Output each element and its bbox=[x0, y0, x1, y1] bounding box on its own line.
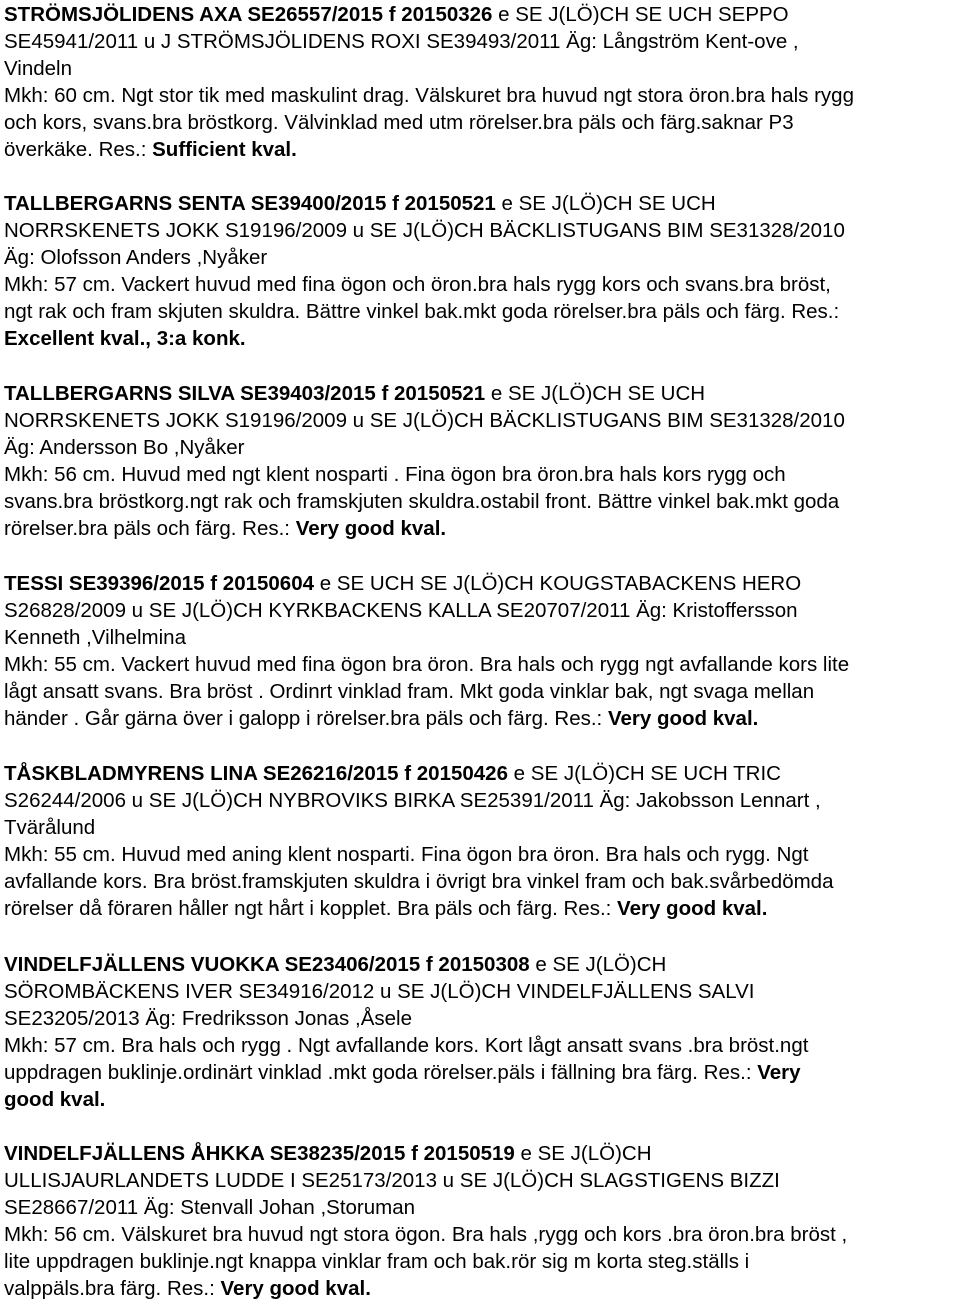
owner-text: Vindeln bbox=[4, 57, 73, 80]
entry-line bbox=[4, 1140, 847, 1167]
entry-line bbox=[4, 298, 845, 325]
owner-text: Äg: Olofsson Anders ,Nyåker bbox=[4, 246, 268, 269]
entry-line bbox=[4, 1032, 808, 1059]
owner-text: Äg: Andersson Bo ,Nyåker bbox=[4, 436, 245, 459]
critique-text: avfallande kors. Bra bröst.framskjuten skuldra i övrigt bra vinkel fram och bak.svårbedömda bbox=[4, 870, 834, 893]
pedigree-text: NORRSKENETS JOKK S19196/2009 u SE J(LÖ)CH BÄCKLISTUGANS BIM SE31328/2010 bbox=[4, 409, 845, 432]
result-text: Very good kval. bbox=[220, 1277, 371, 1300]
entry-line bbox=[4, 951, 808, 978]
pedigree-text: SE45941/2011 u J STRÖMSJÖLIDENS ROXI SE39493/2011 Äg: Långström Kent-ove , bbox=[4, 30, 799, 53]
pedigree-text: e SE J(LÖ)CH SE UCH bbox=[495, 192, 716, 215]
pedigree-text: SÖROMBÄCKENS IVER SE34916/2012 u SE J(LÖ)CH VINDELFJÄLLENS SALVI bbox=[4, 980, 755, 1003]
entry-line bbox=[4, 82, 854, 109]
entry-heading: TÅSKBLADMYRENS LINA SE26216/2015 f 20150426 bbox=[4, 762, 508, 785]
critique-text: rörelser då föraren håller ngt hårt i kopplet. Bra päls och färg. Res.: bbox=[4, 897, 618, 920]
critique-text: Mkh: 56 cm. Huvud med ngt klent nosparti . Fina ögon bra öron.bra hals kors rygg och bbox=[4, 463, 786, 486]
critique-text: händer . Går gärna över i galopp i rörelser.bra päls och färg. Res.: bbox=[4, 707, 608, 730]
dog-entry bbox=[4, 380, 845, 542]
pedigree-text: ULLISJAURLANDETS LUDDE I SE25173/2013 u SE J(LÖ)CH SLAGSTIGENS BIZZI bbox=[4, 1169, 780, 1192]
owner-text: Kenneth ,Vilhelmina bbox=[4, 626, 186, 649]
result-text: Sufficient kval. bbox=[152, 138, 297, 161]
dog-entry bbox=[4, 1140, 847, 1302]
pedigree-text: e SE UCH SE J(LÖ)CH KOUGSTABACKENS HERO bbox=[314, 572, 802, 595]
critique-text: valppäls.bra färg. Res.: bbox=[4, 1277, 221, 1300]
pedigree-text: e SE J(LÖ)CH bbox=[514, 1142, 652, 1165]
entry-line bbox=[4, 597, 849, 624]
entry-line bbox=[4, 1248, 847, 1275]
entry-heading: STRÖMSJÖLIDENS AXA SE26557/2015 f 20150326 bbox=[4, 3, 493, 26]
entry-line bbox=[4, 841, 833, 868]
result-text: Excellent kval., 3:a konk. bbox=[4, 327, 246, 350]
entry-line bbox=[4, 325, 845, 352]
entry-line bbox=[4, 1167, 847, 1194]
entry-line bbox=[4, 705, 849, 732]
entry-heading: TALLBERGARNS SILVA SE39403/2015 f 20150521 bbox=[4, 382, 486, 405]
critique-text: uppdragen buklinje.ordinärt vinklad .mkt goda rörelser.päls i fällning bra färg. Res.: bbox=[4, 1061, 758, 1084]
entry-line bbox=[4, 1, 854, 28]
result-text: Very good kval. bbox=[295, 517, 447, 540]
entry-line bbox=[4, 109, 854, 136]
entry-line bbox=[4, 570, 849, 597]
critique-text: Mkh: 57 cm. Bra hals och rygg . Ngt avfallande kors. Kort lågt ansatt svans .bra bröst.ngt bbox=[4, 1034, 809, 1057]
pedigree-text: e SE J(LÖ)CH bbox=[529, 953, 667, 976]
entry-line bbox=[4, 678, 849, 705]
dog-entry bbox=[4, 760, 833, 922]
result-text: Very bbox=[757, 1061, 801, 1084]
entry-line bbox=[4, 407, 845, 434]
critique-text: Mkh: 60 cm. Ngt stor tik med maskulint drag. Välskuret bra huvud ngt stora öron.bra hals rygg bbox=[4, 84, 854, 107]
entry-line bbox=[4, 787, 833, 814]
entry-line bbox=[4, 380, 845, 407]
entry-line bbox=[4, 217, 845, 244]
dog-entry bbox=[4, 570, 849, 732]
entry-line bbox=[4, 1275, 847, 1302]
entry-line bbox=[4, 244, 845, 271]
critique-text: Mkh: 55 cm. Vackert huvud med fina ögon bra öron. Bra hals och rygg ngt avfallande kors lite bbox=[4, 653, 850, 676]
pedigree-text: e SE J(LÖ)CH SE UCH TRIC bbox=[507, 762, 781, 785]
entry-heading: VINDELFJÄLLENS ÅHKKA SE38235/2015 f 20150519 bbox=[4, 1142, 515, 1165]
entry-line bbox=[4, 488, 845, 515]
critique-text: och kors, svans.bra bröstkorg. Välvinklad med utm rörelser.bra päls och färg.saknar P3 bbox=[4, 111, 794, 134]
entry-heading: TALLBERGARNS SENTA SE39400/2015 f 20150521 bbox=[4, 192, 496, 215]
critique-text: lågt ansatt svans. Bra bröst . Ordinrt vinklad fram. Mkt goda vinklar bak, ngt svaga mellan bbox=[4, 680, 815, 703]
result-text: Very good kval. bbox=[617, 897, 768, 920]
result-text: good kval. bbox=[4, 1088, 106, 1111]
pedigree-text: e SE J(LÖ)CH SE UCH bbox=[485, 382, 706, 405]
entry-line bbox=[4, 760, 833, 787]
entry-line bbox=[4, 1005, 808, 1032]
entry-line bbox=[4, 1059, 808, 1086]
critique-text: ngt rak och fram skjuten skuldra. Bättre vinkel bak.mkt goda rörelser.bra päls och färg. Res.: bbox=[4, 300, 840, 323]
entry-line bbox=[4, 271, 845, 298]
dog-entry bbox=[4, 951, 808, 1113]
critique-text: lite uppdragen buklinje.ngt knappa vinklar fram och bak.rör sig m korta steg.ställs i bbox=[4, 1250, 750, 1273]
entry-line bbox=[4, 814, 833, 841]
pedigree-text: S26244/2006 u SE J(LÖ)CH NYBROVIKS BIRKA SE25391/2011 Äg: Jakobsson Lennart , bbox=[4, 789, 821, 812]
critique-text: svans.bra bröstkorg.ngt rak och framskjuten skuldra.ostabil front. Bättre vinkel bak.mkt goda bbox=[4, 490, 840, 513]
critique-text: Mkh: 57 cm. Vackert huvud med fina ögon och öron.bra hals rygg kors och svans.bra bröst, bbox=[4, 273, 831, 296]
entry-line bbox=[4, 28, 854, 55]
entry-line bbox=[4, 55, 854, 82]
entry-line bbox=[4, 1194, 847, 1221]
entry-line bbox=[4, 515, 845, 542]
entry-line bbox=[4, 1221, 847, 1248]
critique-text: Mkh: 56 cm. Välskuret bra huvud ngt stora ögon. Bra hals ,rygg och kors .bra öron.bra bröst , bbox=[4, 1223, 848, 1246]
entry-heading: TESSI SE39396/2015 f 20150604 bbox=[4, 572, 315, 595]
entry-line bbox=[4, 1086, 808, 1113]
result-text: Very good kval. bbox=[607, 707, 759, 730]
entry-line bbox=[4, 978, 808, 1005]
entry-line bbox=[4, 651, 849, 678]
dog-entry bbox=[4, 190, 845, 352]
entry-line bbox=[4, 136, 854, 163]
entry-heading: VINDELFJÄLLENS VUOKKA SE23406/2015 f 20150308 bbox=[4, 953, 530, 976]
critique-text: överkäke. Res.: bbox=[4, 138, 153, 161]
entry-line bbox=[4, 190, 845, 217]
dog-entry bbox=[4, 1, 854, 163]
owner-text: SE23205/2013 Äg: Fredriksson Jonas ,Åsele bbox=[4, 1007, 412, 1030]
entry-line bbox=[4, 624, 849, 651]
entry-line bbox=[4, 434, 845, 461]
pedigree-text: NORRSKENETS JOKK S19196/2009 u SE J(LÖ)CH BÄCKLISTUGANS BIM SE31328/2010 bbox=[4, 219, 845, 242]
entry-line bbox=[4, 895, 833, 922]
entry-line bbox=[4, 868, 833, 895]
critique-text: Mkh: 55 cm. Huvud med aning klent nosparti. Fina ögon bra öron. Bra hals och rygg. Ngt bbox=[4, 843, 809, 866]
critique-text: rörelser.bra päls och färg. Res.: bbox=[4, 517, 296, 540]
owner-text: Tvärålund bbox=[4, 816, 96, 839]
entry-line bbox=[4, 461, 845, 488]
pedigree-text: e SE J(LÖ)CH SE UCH SEPPO bbox=[492, 3, 789, 26]
pedigree-text: S26828/2009 u SE J(LÖ)CH KYRKBACKENS KALLA SE20707/2011 Äg: Kristoffersson bbox=[4, 599, 798, 622]
owner-text: SE28667/2011 Äg: Stenvall Johan ,Storuman bbox=[4, 1196, 416, 1219]
